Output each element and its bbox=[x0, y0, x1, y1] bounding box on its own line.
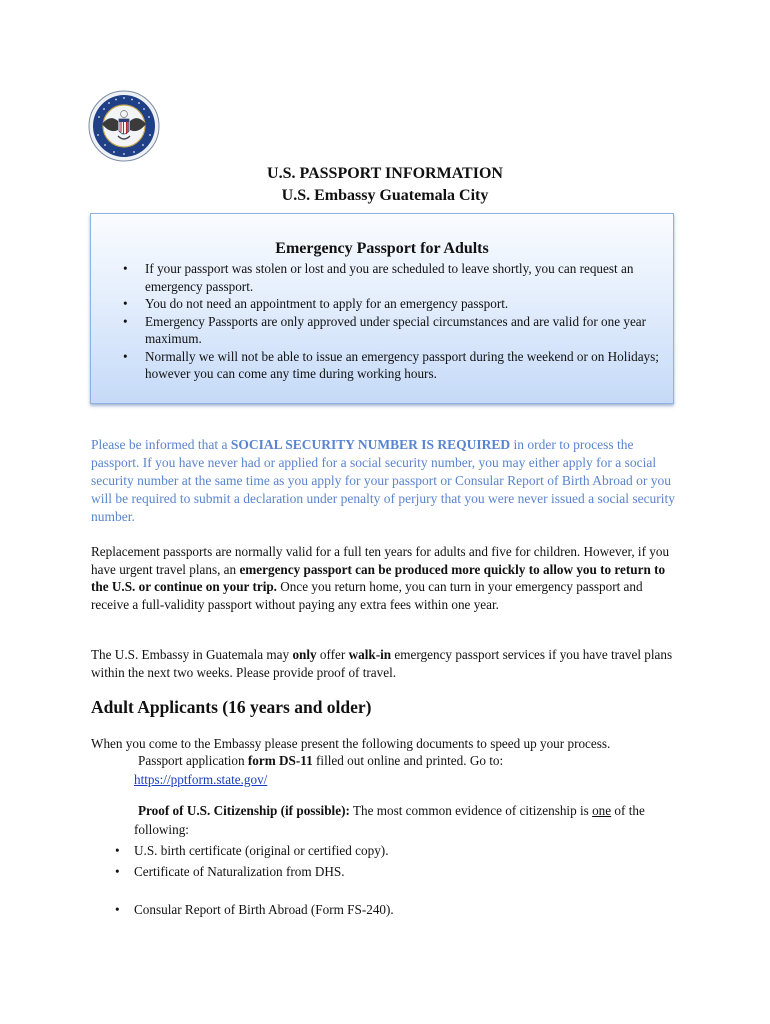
box-bullet-item: • If your passport was stolen or lost and you are scheduled to leave shortly, you can request an emergency passport. bbox=[145, 260, 677, 295]
box-bullet-item: • Normally we will not be able to issue an emergency passport during the weekend or on Holidays; however you can come any time during working hours. bbox=[145, 348, 677, 383]
document-title: U.S. PASSPORT INFORMATION bbox=[267, 165, 503, 182]
citizenship-item: • Certificate of Naturalization from DHS. bbox=[134, 863, 345, 881]
box-bullet-item: • You do not need an appointment to apply for an emergency passport. bbox=[145, 295, 677, 313]
box-bullet-item: • Emergency Passports are only approved under special circumstances and are valid for one year maximum. bbox=[145, 313, 677, 348]
ssn-notice-post: in order to process the passport. If you have never had or applied for a social security number, you may either apply for a social security number at the same time as you apply for your passport or Consular Report of Birth Abroad or you will be required to submit a declaration under penalty of perjury that you were never issued a social security number. bbox=[91, 437, 676, 524]
doc1-form-emphasis: form DS-11 bbox=[247, 753, 313, 768]
documents-intro: When you come to the Embassy please present the following documents to speed up your process. bbox=[91, 736, 611, 751]
doc2-text-1: The most common evidence of citizenship is bbox=[349, 803, 593, 818]
ssn-notice bbox=[91, 436, 683, 526]
ssn-required-emphasis: SOCIAL SECURITY NUMBER IS REQUIRED bbox=[230, 437, 511, 452]
pptform-link[interactable]: https://pptform.state.gov/ bbox=[134, 771, 268, 787]
doc1-text-2: filled out online and printed. Go to: bbox=[312, 753, 504, 768]
walkin-text-1: The U.S. Embassy in Guatemala may bbox=[91, 647, 293, 662]
document-subtitle: U.S. Embassy Guatemala City bbox=[281, 187, 489, 204]
doc2-underline: one bbox=[592, 803, 612, 818]
box-title: Emergency Passport for Adults bbox=[275, 240, 489, 257]
doc2-text-2: of the following: bbox=[134, 803, 645, 837]
walkin-paragraph bbox=[91, 646, 683, 681]
embassy-seal-logo bbox=[88, 90, 160, 162]
doc-item-ds11 bbox=[134, 752, 684, 788]
doc1-text-1: Passport application bbox=[138, 753, 248, 768]
doc2-emphasis: Proof of U.S. Citizenship (if possible): bbox=[138, 803, 350, 818]
adult-applicants-heading: Adult Applicants (16 years and older) bbox=[91, 697, 372, 717]
ssn-notice-pre: Please be informed that a bbox=[91, 437, 231, 452]
walkin-text-3: emergency passport services if you have travel plans within the next two weeks. Please provide proof of travel. bbox=[91, 647, 673, 680]
replacement-text-end: Once you return home, you can turn in your emergency passport and receive a full-validity passport without paying any extra fees within one year. bbox=[91, 579, 643, 612]
walkin-emphasis: walk-in bbox=[348, 647, 392, 662]
doc-item-citizenship bbox=[134, 802, 684, 838]
replacement-emphasis: emergency passport can be produced more quickly to allow you to return to the U.S. or continue on your trip. bbox=[91, 561, 666, 595]
citizenship-item: • Consular Report of Birth Abroad (Form FS-240). bbox=[134, 901, 394, 919]
replacement-text-start: Replacement passports are normally valid for a full ten years for adults and five for children. However, if you have urgent travel plans, an bbox=[91, 544, 670, 577]
box-bullet-list bbox=[91, 260, 677, 383]
walkin-text-2: offer bbox=[316, 647, 349, 662]
replacement-paragraph bbox=[91, 543, 683, 613]
emergency-passport-box bbox=[90, 213, 674, 404]
walkin-only-emphasis: only bbox=[292, 647, 317, 662]
citizenship-item: • U.S. birth certificate (original or certified copy). bbox=[134, 842, 389, 860]
